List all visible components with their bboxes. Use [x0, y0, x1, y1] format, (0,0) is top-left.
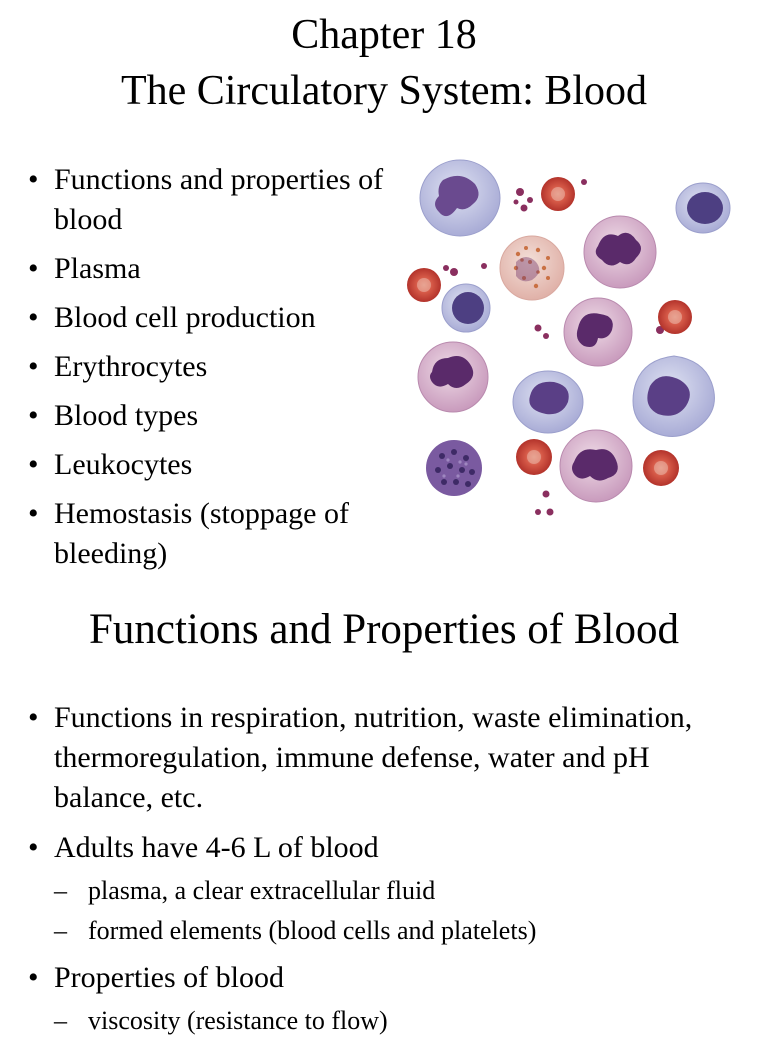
neutrophil-cell [418, 342, 488, 412]
bullet-functions [26, 698, 746, 818]
neutrophil-cell [564, 298, 632, 366]
bullet-text: Properties of blood [54, 961, 284, 994]
bullet-text: Adults have 4-6 L of blood [54, 831, 379, 864]
red-blood-cell [658, 300, 692, 334]
neutrophil-cell [584, 216, 656, 288]
lymphocyte-cell [442, 284, 490, 332]
basophil-cell [426, 440, 482, 496]
red-blood-cell [643, 450, 679, 486]
section-bullets [26, 698, 746, 1044]
lymphocyte-cell [676, 183, 730, 233]
bullet-text: Functions in respiration, nutrition, waste elimination, thermoregulation, immune defense, water and pH balance, etc. [54, 701, 693, 814]
blood-cells-illustration [398, 150, 738, 530]
page-title-line1: Chapter 18 [291, 12, 477, 58]
bullet-properties [26, 958, 746, 1038]
sub-bullet: – plasma, a clear extracellular fluid [54, 874, 746, 908]
bullet-volume [26, 828, 746, 948]
sub-bullets [54, 1004, 746, 1038]
outline-item: • Leukocytes [26, 445, 411, 485]
red-blood-cell [407, 268, 441, 302]
eosinophil-cell [500, 236, 564, 300]
sub-bullets [54, 874, 746, 948]
outline-item: • Blood types [26, 396, 411, 436]
section-heading: Functions and Properties of Blood [88, 606, 679, 653]
red-blood-cell [516, 439, 552, 475]
sub-bullet: – formed elements (blood cells and platelets) [54, 914, 746, 948]
monocyte-cell [420, 160, 500, 236]
outline-item: • Erythrocytes [26, 347, 411, 387]
neutrophil-cell [560, 430, 632, 502]
page-title-line2: The Circulatory System: Blood [120, 68, 648, 114]
monocyte-cell [513, 371, 583, 433]
outline-item: • Blood cell production [26, 298, 411, 338]
outline-item: • Plasma [26, 249, 411, 289]
chapter-outline [26, 160, 411, 583]
sub-bullet: – viscosity (resistance to flow) [54, 1004, 746, 1038]
monocyte-cell [633, 356, 714, 436]
outline-item: • Hemostasis (stoppage of bleeding) [26, 494, 411, 574]
red-blood-cell [541, 177, 575, 211]
outline-item: • Functions and properties of blood [26, 160, 411, 240]
